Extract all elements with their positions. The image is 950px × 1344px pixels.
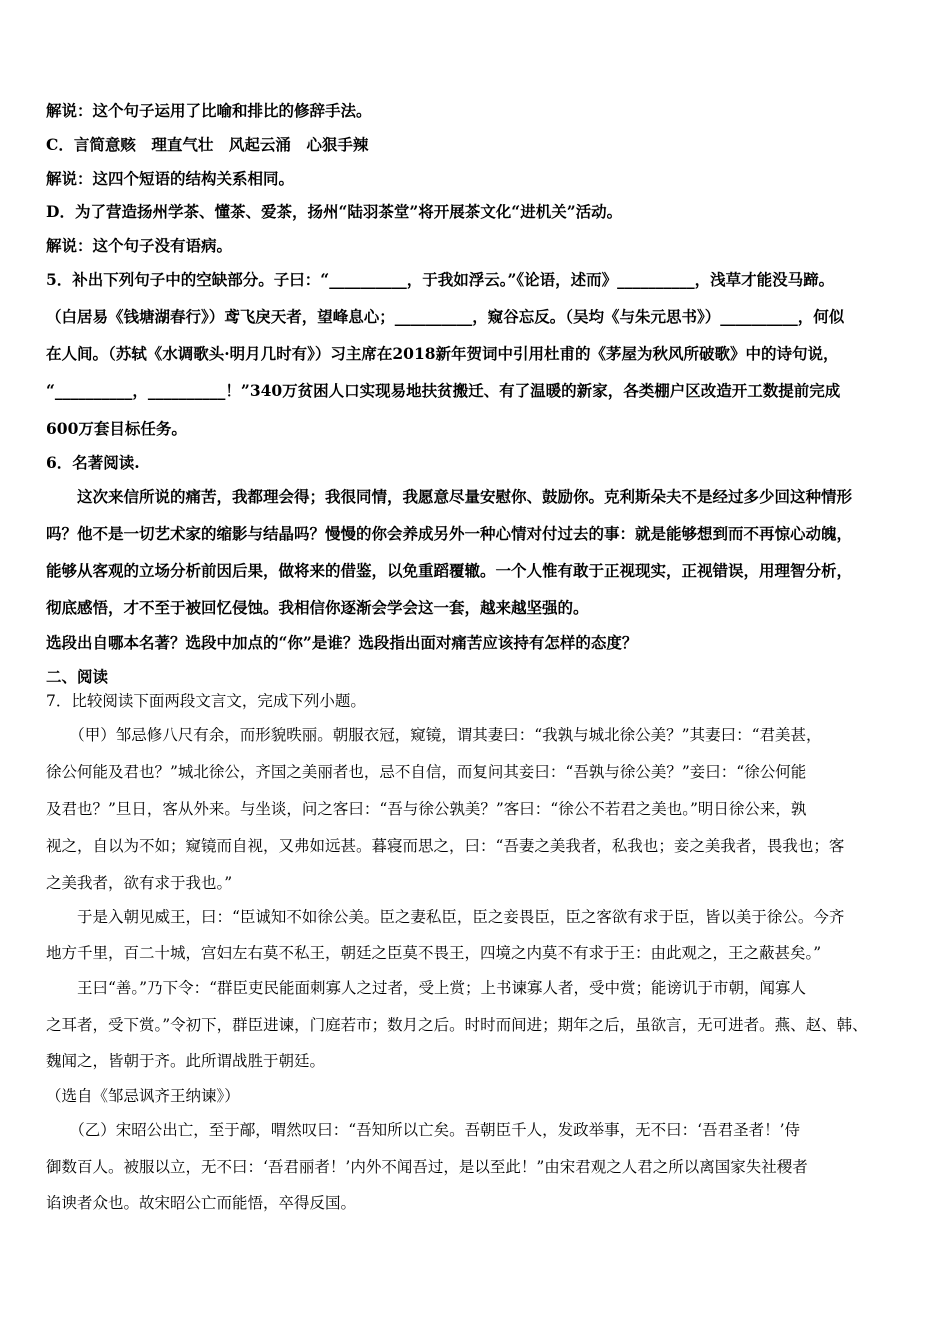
text-line: （甲）邹忌修八尺有余，而形貌昳丽。朝服衣冠，窥镜，谓其妻曰：“我孰与城北徐公美？”其妻曰：“君美甚，: [46, 726, 822, 744]
text-line: 5．补出下列句子中的空缺部分。子曰：“__________，于我如浮云。”《论语，述而》__________，浅草才能没马蹄。: [46, 270, 835, 289]
text-line: 彻底感悟，才不至于被回忆侵蚀。我相信你逐渐会学会这一套，越来越坚强的。: [46, 598, 589, 617]
text-line: 于是入朝见威王，曰：“臣诚知不如徐公美。臣之妻私臣，臣之妾畏臣，臣之客欲有求于臣，皆以美于徐公。今齐: [46, 908, 845, 926]
text-line: 在人间。（苏轼《水调歌头·明月几时有》）习主席在2018新年贺词中引用杜甫的《茅屋为秋风所破歌》中的诗句说，: [46, 344, 839, 363]
text-line: 解说：这个句子没有语病。: [46, 236, 233, 255]
text-line: 王曰“善。”乃下令：“群臣吏民能面刺寡人之过者，受上赏；上书谏寡人者，受中赏；能谤讥于市朝，闻寡人: [46, 979, 807, 997]
text-line: “__________，__________！”340万贫困人口实现易地扶贫搬迁、有了温暖的新家，各类棚户区改造开工数提前完成: [46, 381, 841, 400]
text-line: 谄谀者众也。故宋昭公亡而能悟，卒得反国。: [46, 1194, 357, 1212]
text-line: 之美我者，欲有求于我也。”: [46, 874, 233, 892]
text-line: C．言简意赅 理直气壮 风起云涌 心狠手辣: [46, 135, 369, 154]
text-line: （白居易《钱塘湖春行》）鸢飞戾天者，望峰息心；__________，窥谷忘反。（吴均《与朱元思书》）__________，何似: [46, 307, 845, 326]
text-line: 魏闻之，皆朝于齐。此所谓战胜于朝廷。: [46, 1052, 326, 1070]
text-line: 7．比较阅读下面两段文言文，完成下列小题。: [46, 692, 366, 710]
text-line: 能够从客观的立场分析前因后果，做将来的借鉴，以免重蹈覆辙。一个人惟有敢于正视现实，正视错误，用理智分析，: [46, 561, 853, 580]
text-line: D．为了营造扬州学茶、懂茶、爱茶，扬州“陆羽茶堂”将开展茶文化“进机关”活动。: [46, 202, 623, 221]
text-line: 之耳者，受下赏。”令初下，群臣进谏，门庭若市；数月之后。时时而间进；期年之后，虽欲言，无可进者。燕、赵、韩、: [46, 1016, 868, 1034]
text-line: 这次来信所说的痛苦，我都理会得；我很同情，我愿意尽量安慰你、鼓励你。克利斯朵夫不是经过多少回这种情形: [46, 487, 853, 506]
text-line: （选自《邹忌讽齐王纳谏》）: [46, 1087, 240, 1105]
text-line: 选段出自哪本名著？选段中加点的“你”是谁？选段指出面对痛苦应该持有怎样的态度？: [46, 633, 638, 652]
section-heading: 二、阅读: [46, 667, 109, 686]
text-line: 600万套目标任务。: [46, 419, 187, 438]
text-line: （乙）宋昭公出亡，至于鄗，喟然叹曰：“吾知所以亡矣。吾朝臣千人，发政举事，无不曰：‘吾君圣者！’侍: [46, 1121, 801, 1139]
text-line: 解说：这个句子运用了比喻和排比的修辞手法。: [46, 101, 372, 120]
text-line: 解说：这四个短语的结构关系相同。: [46, 169, 295, 188]
text-line: 视之，自以为不如；窥镜而自视，又弗如远甚。暮寝而思之，曰：“吾妻之美我者，私我也；妾之美我者，畏我也；客: [46, 837, 845, 855]
text-line: 及君也？”旦日，客从外来。与坐谈，问之客曰：“吾与徐公孰美？”客曰：“徐公不若君之美也。”明日徐公来，孰: [46, 800, 807, 818]
text-line: 地方千里，百二十城，宫妇左右莫不私王，朝廷之臣莫不畏王，四境之内莫不有求于王：由此观之，王之蔽甚矣。”: [46, 944, 822, 962]
text-line: 御数百人。被服以立，无不曰：‘吾君丽者！’内外不闻吾过，是以至此！”由宋君观之人君之所以离国家失社稷者: [46, 1158, 808, 1176]
text-line: 徐公何能及君也？”城北徐公，齐国之美丽者也，忌不自信，而复问其妾曰：“吾孰与徐公美？”妾曰：“徐公何能: [46, 763, 807, 781]
text-line: 吗？他不是一切艺术家的缩影与结晶吗？慢慢的你会养成另外一种心情对付过去的事：就是能够想到而不再惊心动魄，: [46, 524, 853, 543]
text-line: 6．名著阅读.: [46, 453, 140, 472]
